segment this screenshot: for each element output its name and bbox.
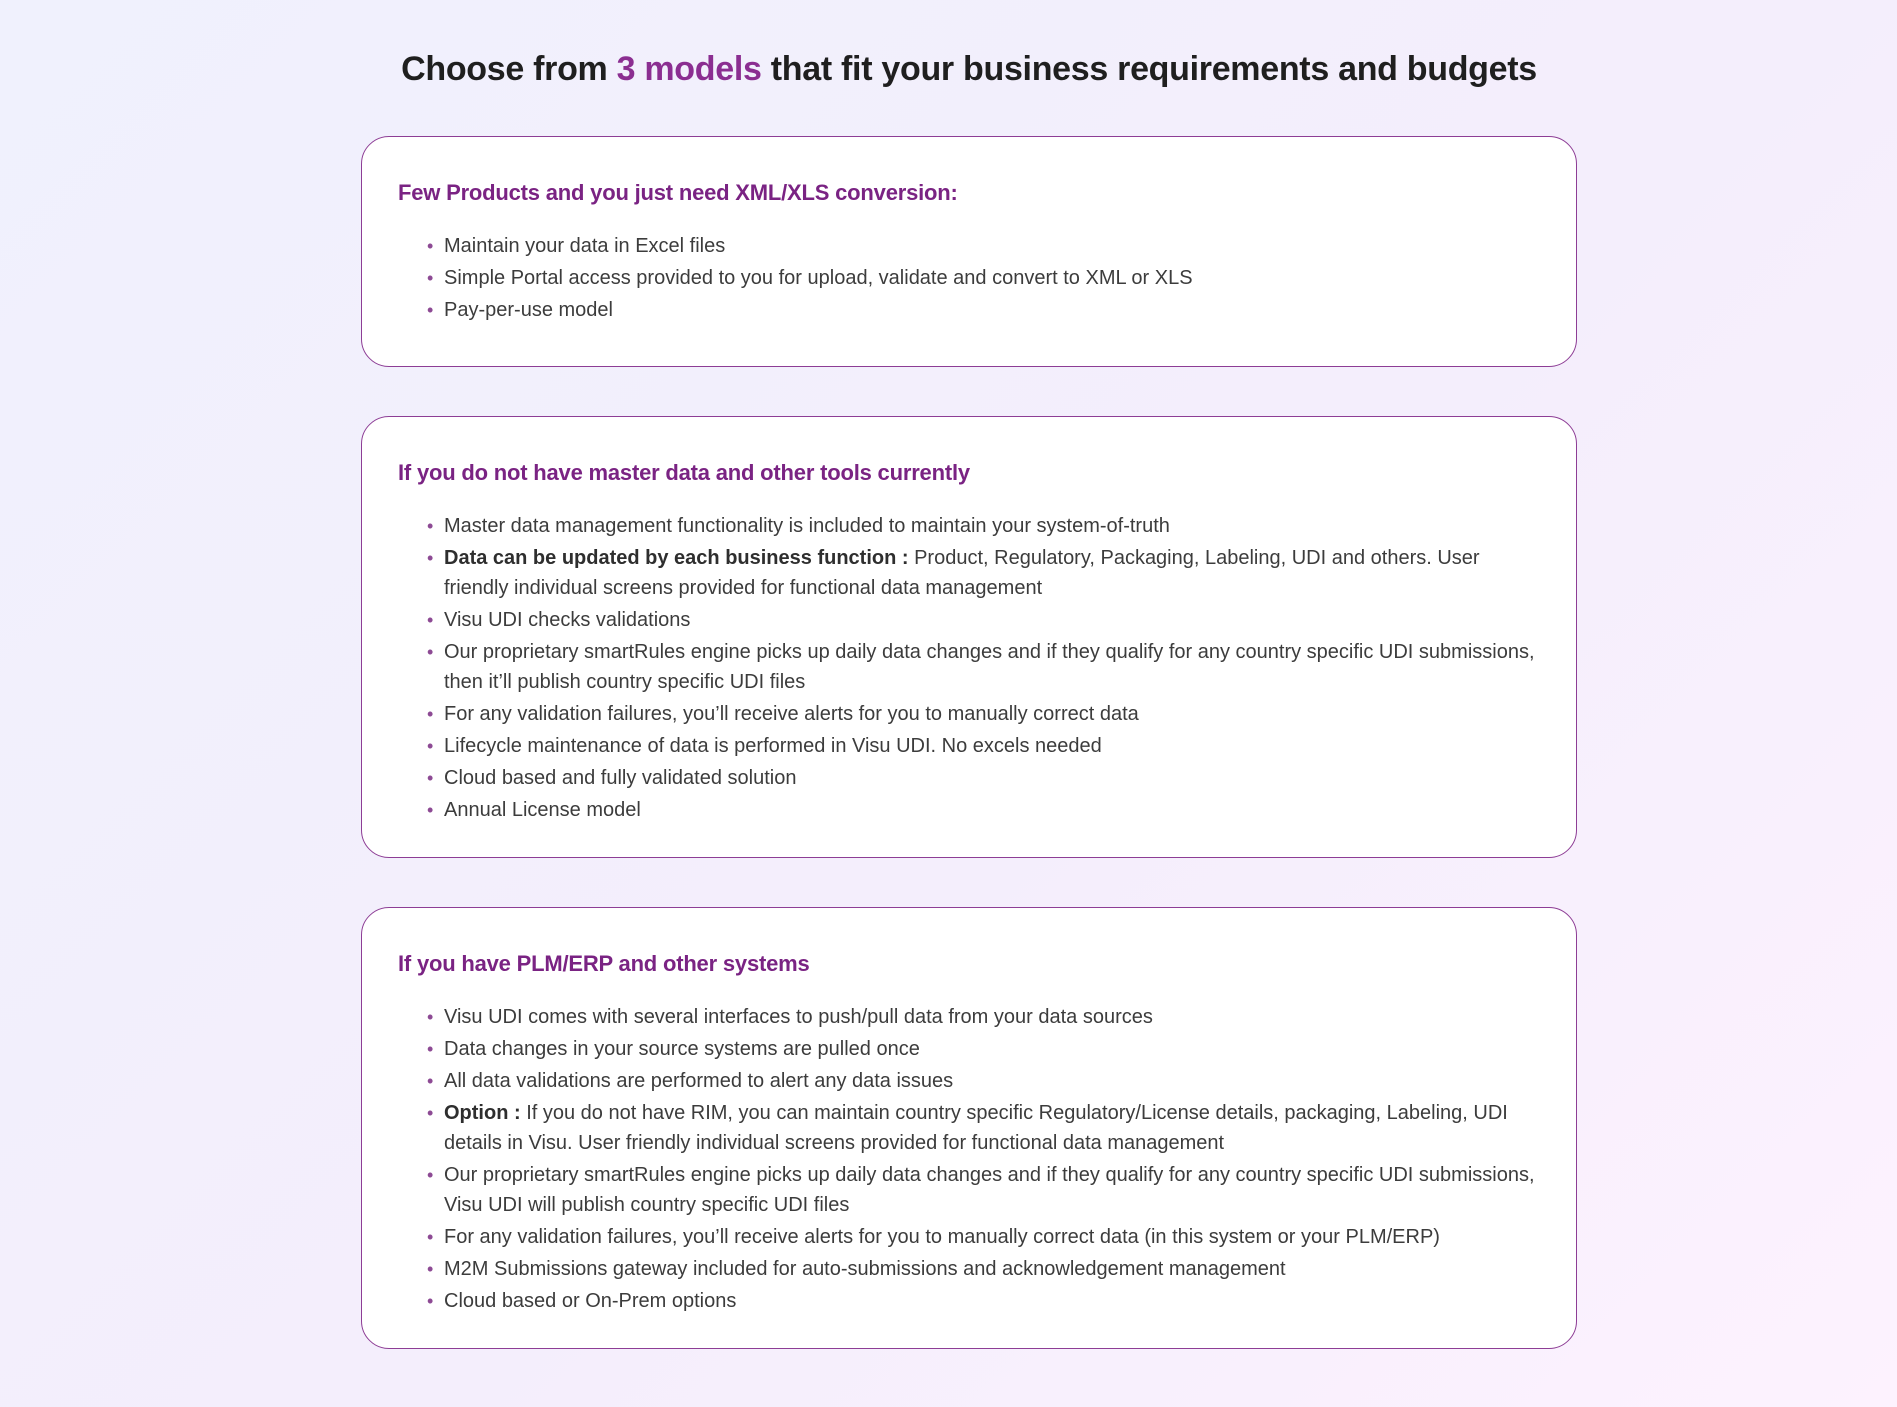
card-bullet-list xyxy=(398,231,1536,325)
page-title-accent: 3 models xyxy=(616,50,762,88)
page-title xyxy=(361,50,1577,89)
bullet-item: • For any validation failures, you’ll receive alerts for you to manually correct data (in this system or your PLM/ERP) xyxy=(427,1222,1536,1252)
page-title-prefix: Choose from xyxy=(401,50,617,88)
bullet-item: • Visu UDI checks validations xyxy=(427,605,1536,635)
model-card-plm-erp xyxy=(361,907,1577,1349)
bullet-item: • Pay-per-use model xyxy=(427,295,1536,325)
card-heading: Few Products and you just need XML/XLS conversion: xyxy=(398,180,958,205)
model-card-no-master-data xyxy=(361,416,1577,858)
bullet-item: • Our proprietary smartRules engine picks up daily data changes and if they qualify for any country specific UDI submissions, then it’ll publish country specific UDI files xyxy=(427,637,1536,697)
card-bullet-list xyxy=(398,511,1536,825)
bullet-item: • Data changes in your source systems are pulled once xyxy=(427,1034,1536,1064)
bullet-item-bold-lead: Option : xyxy=(444,1102,521,1124)
card-heading: If you have PLM/ERP and other systems xyxy=(398,951,810,976)
bullet-item: • Simple Portal access provided to you for upload, validate and convert to XML or XLS xyxy=(427,263,1536,293)
bullet-item: • Maintain your data in Excel files xyxy=(427,231,1536,261)
bullet-item: • All data validations are performed to alert any data issues xyxy=(427,1066,1536,1096)
card-heading: If you do not have master data and other tools currently xyxy=(398,460,970,485)
bullet-item: • Master data management functionality is included to maintain your system-of-truth xyxy=(427,511,1536,541)
page-title-suffix: that fit your business requirements and budgets xyxy=(761,50,1537,88)
bullet-item: • Visu UDI comes with several interfaces to push/pull data from your data sources xyxy=(427,1002,1536,1032)
bullet-item: • Option : If you do not have RIM, you can maintain country specific Regulatory/License details, packaging, Labeling, UDI details in Visu. User friendly individual screens provided for functional data management xyxy=(427,1098,1536,1158)
bullet-item: • For any validation failures, you’ll receive alerts for you to manually correct data xyxy=(427,699,1536,729)
model-card-xml-xls-conversion xyxy=(361,136,1577,367)
card-bullet-list xyxy=(398,1002,1536,1316)
bullet-item: • M2M Submissions gateway included for auto-submissions and acknowledgement management xyxy=(427,1254,1536,1284)
bullet-item-bold-lead: Data can be updated by each business function : xyxy=(444,547,909,569)
bullet-item: • Our proprietary smartRules engine picks up daily data changes and if they qualify for any country specific UDI submissions, Visu UDI will publish country specific UDI files xyxy=(427,1160,1536,1220)
bullet-item: • Cloud based and fully validated solution xyxy=(427,763,1536,793)
bullet-item: • Annual License model xyxy=(427,795,1536,825)
bullet-item: • Data can be updated by each business function : Product, Regulatory, Packaging, Labeling, UDI and others. User friendly individual screens provided for functional data management xyxy=(427,543,1536,603)
bullet-item: • Cloud based or On-Prem options xyxy=(427,1286,1536,1316)
bullet-item: • Lifecycle maintenance of data is performed in Visu UDI. No excels needed xyxy=(427,731,1536,761)
models-section xyxy=(361,0,1577,1349)
